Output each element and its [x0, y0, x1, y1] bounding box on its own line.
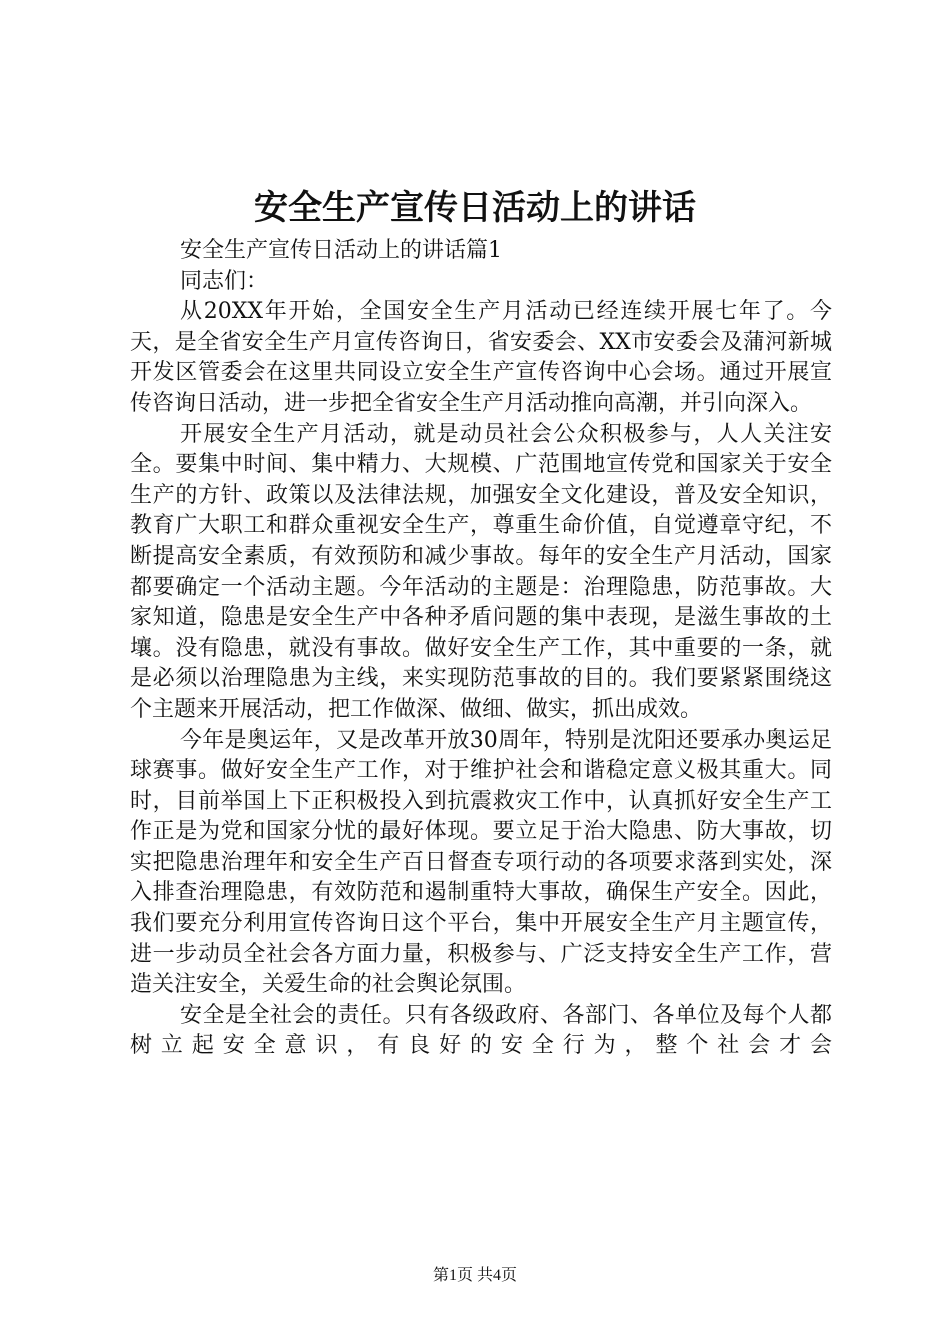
- paragraph-1: 从20XX年开始，全国安全生产月活动已经连续开展七年了。今天，是全省安全生产月宣传咨询日，省安委会、XX市安委会及蒲河新城开发区管委会在这里共同设立安全生产宣传咨询中心会场。通过开展宣传咨询日活动，进一步把全省安全生产月活动推向高潮，并引向深入。: [130, 299, 832, 416]
- document-title: 安全生产宣传日活动上的讲话: [254, 188, 696, 228]
- salutation: 同志们：: [180, 268, 269, 294]
- page-number: 第1页 共4页: [432, 1267, 517, 1284]
- paragraph-4: 安全是全社会的责任。只有各级政府、各部门、各单位及每个人都树立起安全意识，有良好的安全行为，整个社会才会: [130, 1002, 832, 1059]
- document-body: [130, 236, 832, 1062]
- paragraph-3: 今年是奥运年，又是改革开放30周年，特别是沈阳还要承办奥运足球赛事。做好安全生产工作，对于维护社会和谐稳定意义极其重大。同时，目前举国上下正积极投入到抗震救灾工作中，认真抓好安全生产工作正是为党和国家分忧的最好体现。要立足于治大隐患、防大事故，切实把隐患治理年和安全生产百日督查专项行动的各项要求落到实处，深入排查治理隐患，有效防范和遏制重特大事故，确保生产安全。因此，我们要充分利用宣传咨询日这个平台，集中开展安全生产月主题宣传，进一步动员全社会各方面力量，积极参与、广泛支持安全生产工作，营造关注安全，关爱生命的社会舆论氛围。: [130, 727, 832, 998]
- paragraph-2: 开展安全生产月活动，就是动员社会公众积极参与，人人关注安全。要集中时间、集中精力、大规模、广范围地宣传党和国家关于安全生产的方针、政策以及法律法规，加强安全文化建设，普及安全知识，教育广大职工和群众重视安全生产，尊重生命价值，自觉遵章守纪，不断提高安全素质，有效预防和减少事故。每年的安全生产月活动，国家都要确定一个活动主题。今年活动的主题是：治理隐患，防范事故。大家知道，隐患是安全生产中各种矛盾问题的集中表现，是滋生事故的土壤。没有隐患，就没有事故。做好安全生产工作，其中重要的一条，就是必须以治理隐患为主线，来实现防范事故的目的。我们要紧紧围绕这个主题来开展活动，把工作做深、做细、做实，抓出成效。: [130, 421, 832, 722]
- section-heading: 安全生产宣传日活动上的讲话篇1: [180, 238, 502, 263]
